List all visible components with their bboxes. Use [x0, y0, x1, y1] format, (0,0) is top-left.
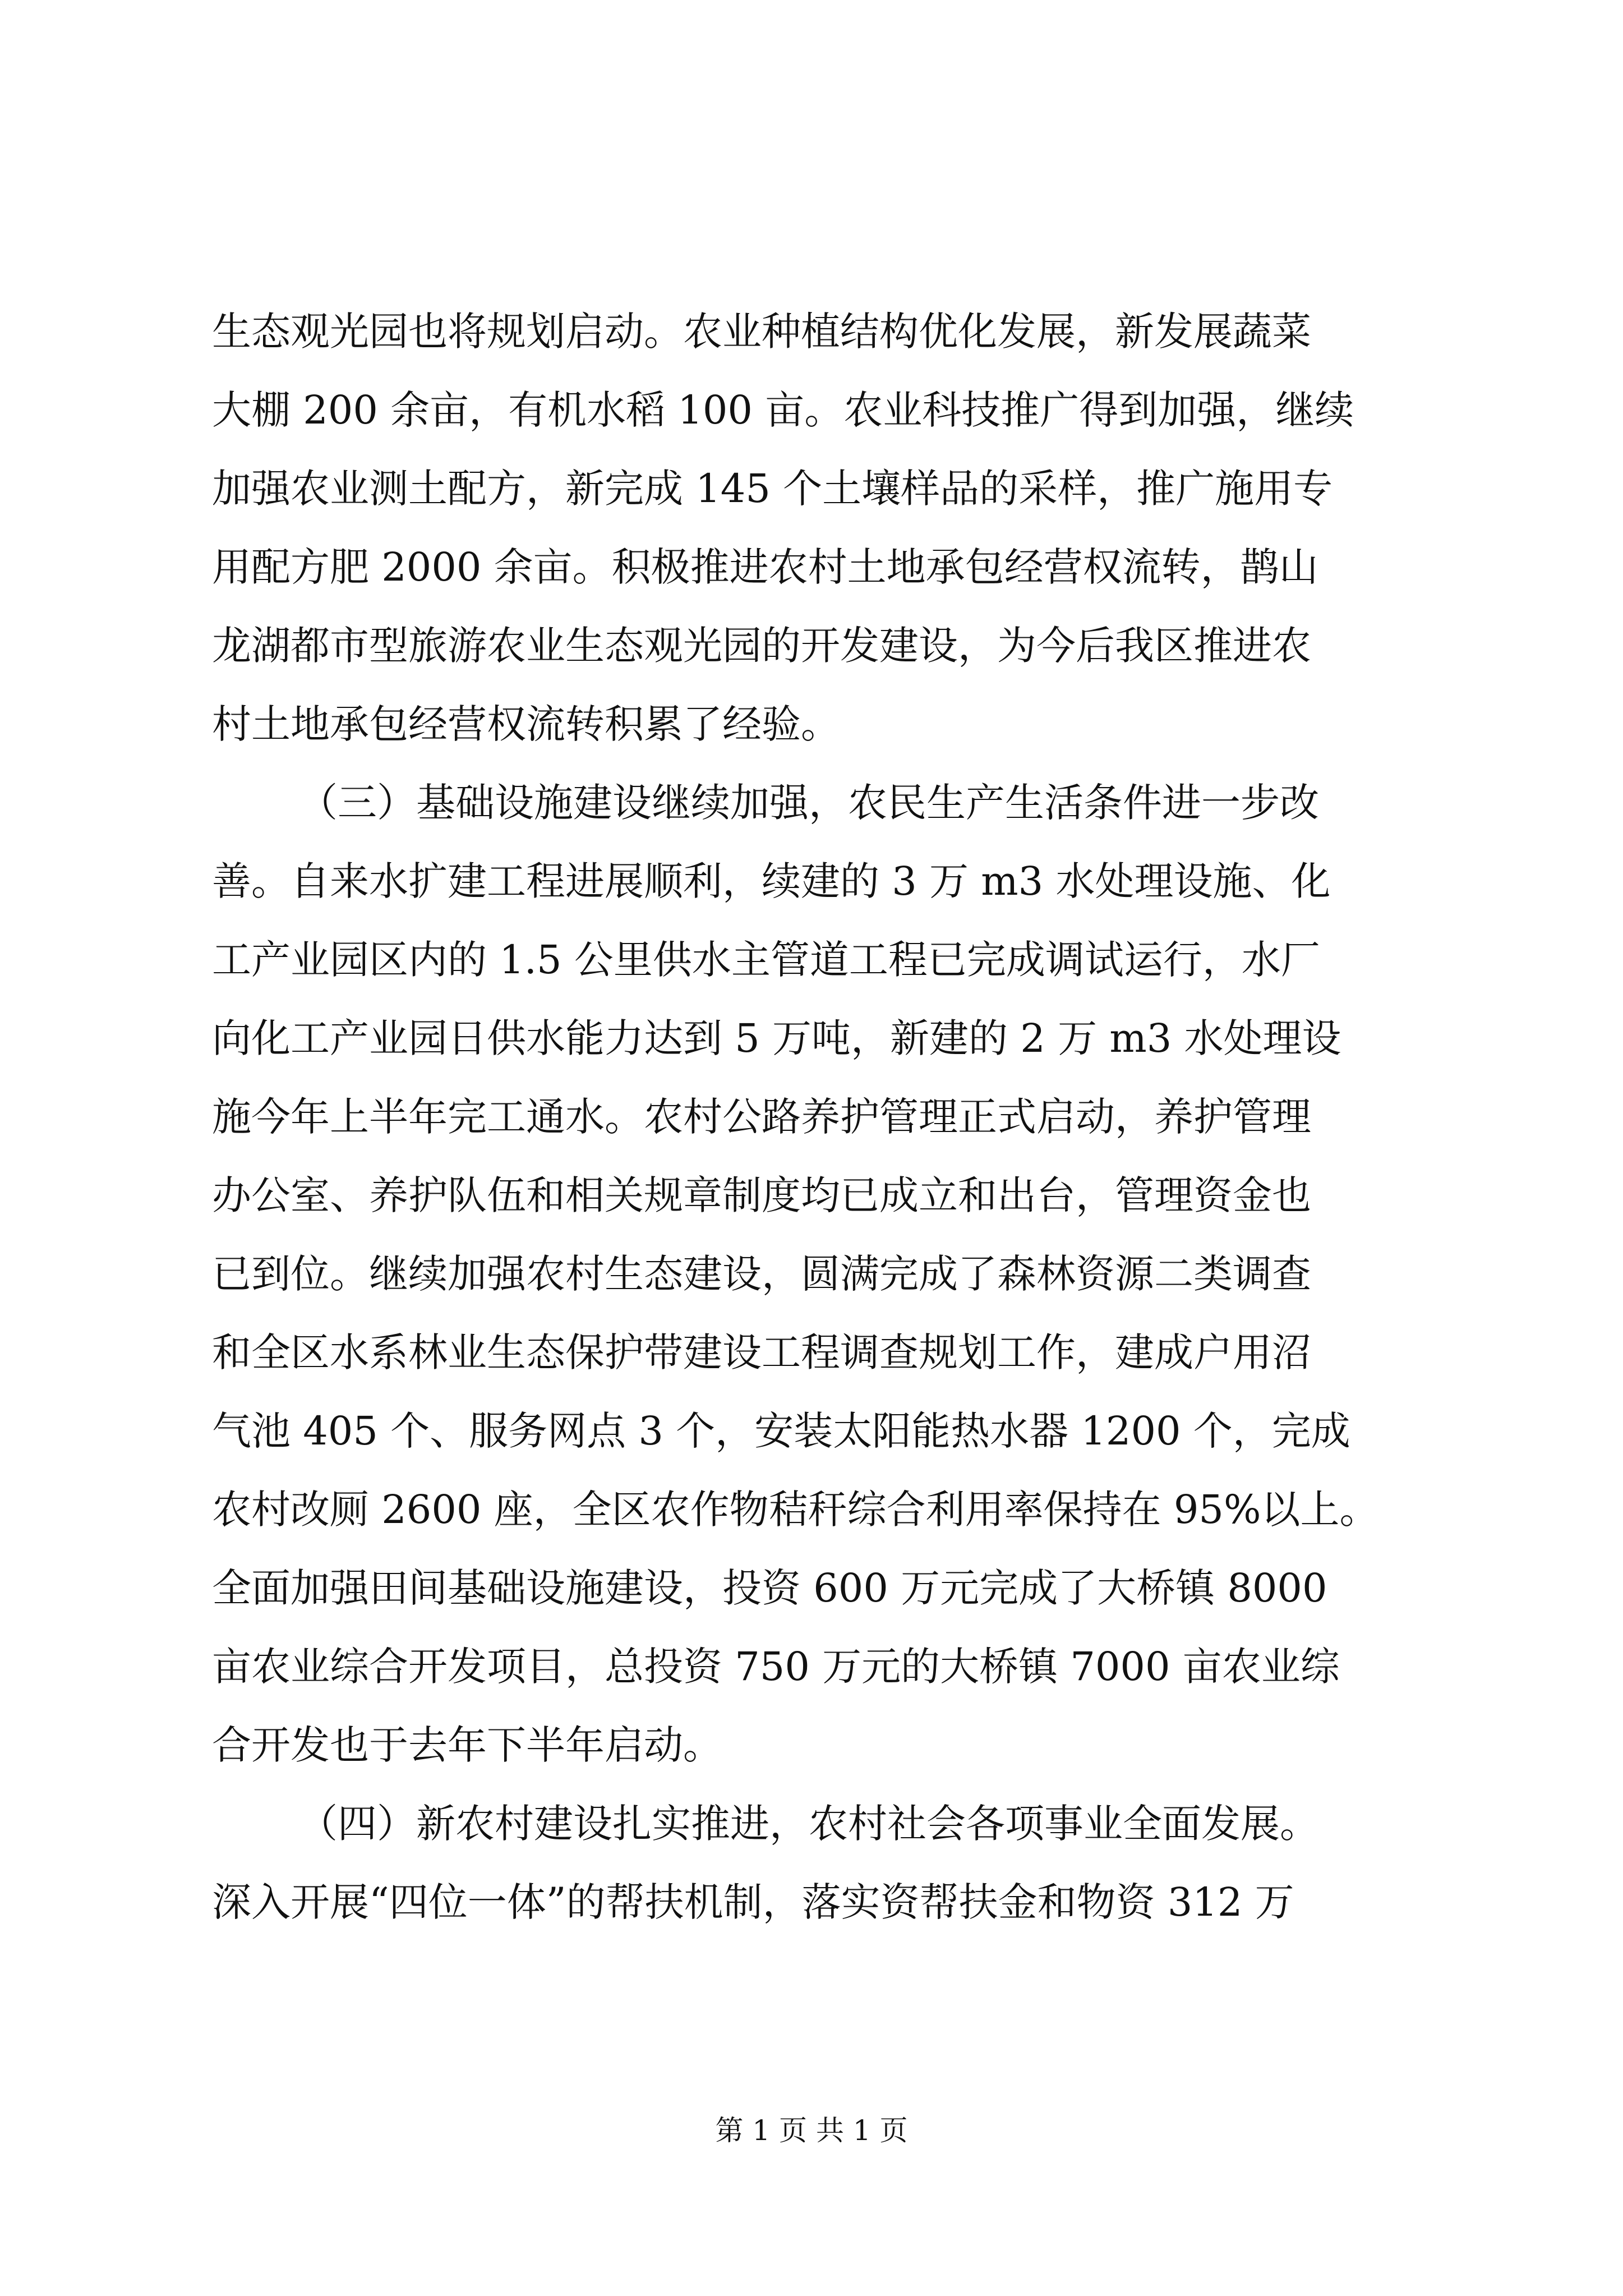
- body-text-line: 合开发也于去年下半年启动。: [212, 1722, 722, 1768]
- body-text-line: 加强农业测土配方，新完成 145 个土壤样品的采样，推广施用专: [212, 466, 1333, 512]
- body-text-line: 已到位。继续加强农村生态建设，圆满完成了森林资源二类调查: [212, 1251, 1311, 1297]
- body-text-line: 农村改厕 2600 座，全区农作物秸秆综合利用率保持在 95%以上。: [212, 1487, 1379, 1533]
- body-text-line: 工产业园区内的 1.5 公里供水主管道工程已完成调试运行，水厂: [212, 937, 1320, 983]
- body-text-line: 气池 405 个、服务网点 3 个，安装太阳能热水器 1200 个，完成: [212, 1408, 1350, 1454]
- section-heading-line: （三）基础设施建设继续加强，农民生产生活条件进一步改: [298, 780, 1319, 826]
- body-text-line: 深入开展“四位一体”的帮扶机制，落实资帮扶金和物资 312 万: [212, 1879, 1294, 1925]
- body-text-line: 向化工产业园日供水能力达到 5 万吨，新建的 2 万 m3 水处理设: [212, 1015, 1341, 1061]
- body-text-line: 办公室、养护队伍和相关规章制度均已成立和出台，管理资金也: [212, 1172, 1311, 1218]
- body-text-line: 和全区水系林业生态保护带建设工程调查规划工作，建成户用沼: [212, 1329, 1311, 1375]
- body-text-line: 大棚 200 余亩，有机水稻 100 亩。农业科技推广得到加强，继续: [212, 387, 1354, 433]
- body-text-line: 亩农业综合开发项目，总投资 750 万元的大桥镇 7000 亩农业综: [212, 1644, 1340, 1690]
- body-text-line: 村土地承包经营权流转积累了经验。: [212, 701, 840, 747]
- body-text-line: 生态观光园也将规划启动。农业种植结构优化发展，新发展蔬菜: [212, 309, 1311, 355]
- body-text-line: 善。自来水扩建工程进展顺利，续建的 3 万 m3 水处理设施、化: [212, 858, 1331, 904]
- body-text-line: 龙湖都市型旅游农业生态观光园的开发建设，为今后我区推进农: [212, 623, 1311, 669]
- body-text-line: 施今年上半年完工通水。农村公路养护管理正式启动，养护管理: [212, 1094, 1311, 1140]
- section-heading-line: （四）新农村建设扎实推进，农村社会各项事业全面发展。: [298, 1801, 1319, 1847]
- page-footer: 第 1 页 共 1 页: [715, 2114, 908, 2147]
- body-text-line: 全面加强田间基础设施建设，投资 600 万元完成了大桥镇 8000: [212, 1565, 1327, 1611]
- body-text-line: 用配方肥 2000 余亩。积极推进农村土地承包经营权流转，鹊山: [212, 544, 1318, 590]
